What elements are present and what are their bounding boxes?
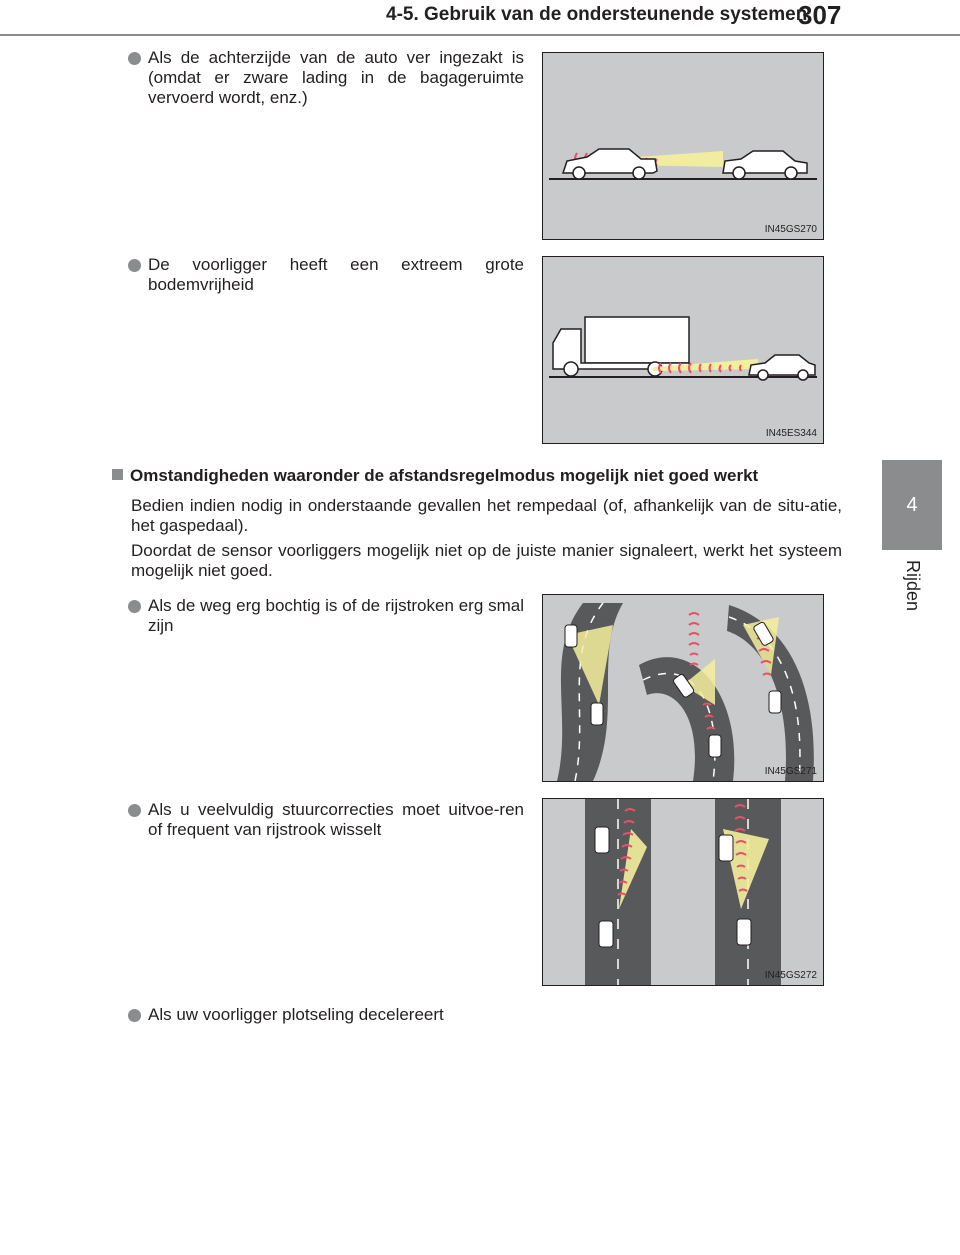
illustration-truck <box>543 257 823 443</box>
bullet-item-steering-corrections: Als u veelvuldig stuurcorrecties moet uitvoe-ren of frequent van rijstrook wisselt <box>128 800 524 840</box>
page-number: 307 <box>798 0 842 30</box>
road-straight-left <box>585 799 651 985</box>
figure-code: IN45GS270 <box>764 224 817 235</box>
figure-code: IN45ES344 <box>765 428 817 439</box>
figure-lane-changes <box>542 798 824 986</box>
bullet-dot-icon <box>128 600 141 613</box>
figure-sagging-rear <box>542 52 824 240</box>
heading-square-icon <box>112 469 123 480</box>
chapter-number: 4 <box>906 493 918 516</box>
paragraph-instruction: Bedien indien nodig in onderstaande gevallen het rempedaal (of, afhankelijk van de situ-atie, het gaspedaal). <box>131 496 842 535</box>
header-divider <box>0 34 960 36</box>
road-curve-right <box>727 605 814 781</box>
bullet-item-curvy-road: Als de weg erg bochtig is of de rijstroken erg smal zijn <box>128 596 524 636</box>
chapter-tab <box>882 460 942 550</box>
illustration-curvy-roads <box>543 595 823 781</box>
bullet-dot-icon <box>128 259 141 272</box>
bullet-dot-icon <box>128 804 141 817</box>
bullet-dot-icon <box>128 52 141 65</box>
illustration-lane-changes <box>543 799 823 985</box>
bullet-item-sagging-rear: Als de achterzijde van de auto ver ingezakt is (omdat er zware lading in de bagageruimte vervoerd wordt, enz.) <box>128 48 524 108</box>
section-title: 4-5. Gebruik van de ondersteunende systemen <box>386 4 808 25</box>
illustration-sagging-car <box>543 53 823 239</box>
road-curve-left <box>557 603 623 781</box>
paragraph-explanation: Doordat de sensor voorliggers mogelijk niet op de juiste manier signaleert, werkt het systeem mogelijk niet goed. <box>131 541 842 580</box>
bullet-dot-icon <box>128 1009 141 1022</box>
road-straight-right <box>715 799 781 985</box>
bullet-item-high-clearance: De voorligger heeft een extreem grote bodemvrijheid <box>128 255 524 295</box>
figure-code: IN45GS272 <box>764 970 817 981</box>
road-curve-middle <box>639 613 734 781</box>
section-heading: Omstandigheden waaronder de afstandsregelmodus mogelijk niet goed werkt <box>112 466 852 486</box>
figure-high-clearance <box>542 256 824 444</box>
figure-curvy-road <box>542 594 824 782</box>
bullet-item-sudden-deceleration: Als uw voorligger plotseling decelereert <box>128 1005 524 1025</box>
figure-code: IN45GS271 <box>764 766 817 777</box>
chapter-label: Rijden <box>903 560 923 612</box>
car-front-icon <box>723 151 807 179</box>
